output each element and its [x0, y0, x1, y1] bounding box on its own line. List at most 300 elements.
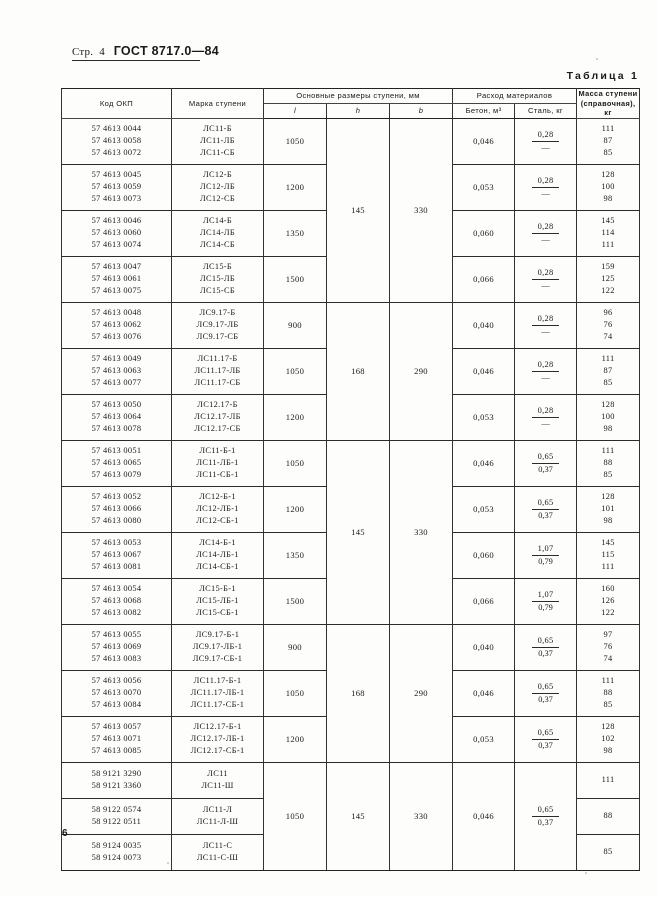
steel-bottom-value: —	[541, 326, 550, 336]
cell-dim-l: 1200	[264, 394, 327, 440]
mark-value: ЛС11-Л-Ш	[196, 817, 239, 827]
code-value: 57 4613 0054	[91, 584, 142, 594]
specifications-table	[61, 88, 640, 871]
steel-fraction	[532, 498, 560, 520]
mass-value: 98	[603, 424, 613, 434]
steel-bottom-value: —	[541, 372, 550, 382]
cell-concrete: 0,040	[453, 302, 515, 348]
cell-marks	[172, 302, 264, 348]
cell-concrete: 0,060	[453, 210, 515, 256]
mark-value: ЛС11.17-СБ-1	[190, 700, 245, 710]
steel-top-value: 0,28	[532, 360, 560, 372]
cell-mass	[577, 118, 640, 164]
steel-bottom-value: 0,79	[538, 602, 553, 612]
cell-dim-h: 145	[327, 440, 390, 624]
mark-value: ЛС12-Б-1	[199, 492, 236, 502]
code-value: 57 4613 0049	[91, 354, 142, 364]
cell-marks	[172, 394, 264, 440]
cell-steel	[515, 164, 577, 210]
cell-dim-l: 1050	[264, 118, 327, 164]
mark-value: ЛС12.17-Б	[197, 400, 238, 410]
header-row-groups	[62, 89, 640, 104]
cell-marks	[172, 256, 264, 302]
cell-codes	[62, 532, 172, 578]
cell-codes	[62, 716, 172, 762]
cell-marks	[172, 762, 264, 798]
table-container	[61, 88, 639, 871]
mass-value: 85	[603, 847, 613, 857]
table-body	[62, 118, 640, 870]
mass-value: 128	[601, 722, 615, 732]
mark-value: ЛС9.17-СБ-1	[192, 654, 243, 664]
cell-dim-h: 145	[327, 118, 390, 302]
code-value: 57 4613 0047	[91, 262, 142, 272]
steel-top-value: 0,28	[532, 314, 560, 326]
steel-fraction	[532, 268, 560, 290]
cell-dim-h: 168	[327, 302, 390, 440]
mark-value: ЛС11-С	[202, 841, 233, 851]
mark-value: ЛС11.17-ЛБ-1	[190, 688, 245, 698]
cell-dim-l: 1050	[264, 348, 327, 394]
mass-value: 111	[601, 446, 615, 456]
cell-marks	[172, 624, 264, 670]
steel-fraction	[532, 222, 560, 244]
scan-speck	[167, 862, 169, 864]
mass-value: 101	[601, 504, 615, 514]
mass-value: 74	[603, 654, 613, 664]
cell-codes	[62, 670, 172, 716]
cell-steel	[515, 348, 577, 394]
steel-top-value: 0,65	[532, 452, 560, 464]
cell-codes	[62, 798, 172, 834]
cell-marks	[172, 440, 264, 486]
cell-codes	[62, 578, 172, 624]
code-value: 57 4613 0084	[91, 700, 142, 710]
code-value: 57 4613 0058	[91, 136, 142, 146]
cell-concrete: 0,060	[453, 532, 515, 578]
code-value: 57 4613 0073	[91, 194, 142, 204]
steel-bottom-value: 0,37	[537, 817, 554, 827]
steel-fraction	[532, 805, 560, 827]
header-dim-b: b	[390, 103, 453, 118]
cell-steel	[515, 532, 577, 578]
cell-codes	[62, 624, 172, 670]
mark-value: ЛС12.17-Б-1	[193, 722, 242, 732]
mass-value: 98	[603, 516, 613, 526]
steel-bottom-value: 0,37	[538, 464, 553, 474]
table-caption: Таблица 1	[566, 70, 639, 82]
cell-mass	[577, 348, 640, 394]
folio-number: 6	[62, 828, 68, 839]
steel-top-value: 0,28	[532, 176, 560, 188]
steel-bottom-value: 0,79	[538, 556, 553, 566]
header-concrete: Бетон, м³	[453, 103, 515, 118]
cell-mass	[577, 486, 640, 532]
mark-value: ЛС15-СБ	[200, 286, 235, 296]
mass-value: 88	[603, 688, 613, 698]
mass-value: 111	[601, 240, 615, 250]
code-value: 57 4613 0065	[91, 458, 142, 468]
code-value: 57 4613 0079	[91, 470, 142, 480]
mark-value: ЛС14-СБ-1	[196, 562, 239, 572]
cell-mass	[577, 670, 640, 716]
cell-dim-l: 1500	[264, 256, 327, 302]
mass-value: 88	[603, 458, 613, 468]
cell-codes	[62, 440, 172, 486]
cell-marks	[172, 834, 264, 870]
code-value: 57 4613 0044	[91, 124, 142, 134]
mass-value: 128	[601, 492, 615, 502]
mark-value: ЛС9.17-ЛБ	[196, 320, 239, 330]
header-mass-line1: Масса ступени	[578, 89, 638, 98]
cell-steel	[515, 762, 577, 870]
mass-value: 160	[601, 584, 615, 594]
cell-marks	[172, 486, 264, 532]
code-value: 57 4613 0070	[91, 688, 142, 698]
cell-marks	[172, 798, 264, 834]
cell-steel	[515, 394, 577, 440]
cell-concrete: 0,053	[453, 394, 515, 440]
mark-value: ЛС12.17-ЛБ	[194, 412, 241, 422]
page-label: Стр.	[72, 46, 94, 58]
running-head	[72, 44, 219, 58]
mass-value: 111	[601, 676, 615, 686]
steel-bottom-value: 0,37	[538, 740, 553, 750]
mark-value: ЛС12-СБ-1	[196, 516, 239, 526]
code-value: 57 4613 0074	[91, 240, 142, 250]
table-row	[62, 440, 640, 486]
steel-bottom-value: —	[541, 188, 550, 198]
steel-top-value: 0,65	[532, 636, 560, 648]
code-value: 57 4613 0067	[91, 550, 142, 560]
code-value: 57 4613 0055	[91, 630, 142, 640]
mass-value: 76	[603, 320, 613, 330]
cell-codes	[62, 834, 172, 870]
cell-dim-l: 900	[264, 624, 327, 670]
mass-value: 159	[601, 262, 615, 272]
mark-value: ЛС11-СБ	[200, 148, 235, 158]
mass-value: 98	[603, 746, 613, 756]
mark-value: ЛС9.17-СБ	[196, 332, 239, 342]
cell-dim-b: 290	[390, 624, 453, 762]
mark-value: ЛС12.17-ЛБ-1	[190, 734, 245, 744]
mark-value: ЛС14-ЛБ-1	[196, 550, 239, 560]
cell-mass	[577, 210, 640, 256]
steel-bottom-value: —	[541, 418, 550, 428]
code-value: 57 4613 0076	[91, 332, 142, 342]
mass-value: 111	[601, 562, 615, 572]
steel-bottom-value: —	[541, 142, 550, 152]
steel-fraction	[532, 682, 560, 704]
cell-dim-b: 290	[390, 302, 453, 440]
cell-concrete: 0,066	[453, 256, 515, 302]
code-value: 57 4613 0077	[91, 378, 142, 388]
running-head-rule	[72, 60, 200, 61]
header-mass	[577, 89, 640, 119]
mark-value: ЛС11.17-Б-1	[193, 676, 242, 686]
code-value: 58 9122 0511	[91, 817, 142, 827]
steel-bottom-value: —	[541, 234, 550, 244]
cell-mass	[577, 532, 640, 578]
mark-value: ЛС15-СБ-1	[196, 608, 239, 618]
code-value: 57 4613 0059	[91, 182, 142, 192]
mass-value: 85	[603, 470, 613, 480]
table-header	[62, 89, 640, 119]
cell-dim-l: 1500	[264, 578, 327, 624]
cell-concrete: 0,046	[453, 762, 515, 870]
cell-concrete: 0,046	[453, 670, 515, 716]
mass-value: 122	[601, 608, 615, 618]
mass-value: 76	[603, 642, 613, 652]
cell-dim-l: 1200	[264, 716, 327, 762]
mass-value: 111	[601, 354, 615, 364]
cell-codes	[62, 118, 172, 164]
mark-value: ЛС14-Б-1	[199, 538, 236, 548]
mark-value: ЛС11.17-Б	[197, 354, 238, 364]
cell-mass	[577, 256, 640, 302]
cell-dim-l: 1350	[264, 210, 327, 256]
cell-marks	[172, 716, 264, 762]
mass-value: 111	[601, 775, 615, 785]
cell-marks	[172, 118, 264, 164]
header-code: Код ОКП	[62, 89, 172, 119]
cell-steel	[515, 440, 577, 486]
cell-dim-b: 330	[390, 440, 453, 624]
code-value: 57 4613 0071	[91, 734, 142, 744]
mass-value: 87	[603, 136, 613, 146]
mark-value: ЛС14-Б	[202, 216, 233, 226]
code-value: 57 4613 0057	[91, 722, 142, 732]
steel-bottom-value: 0,37	[538, 510, 553, 520]
mark-value: ЛС11-Л	[202, 805, 233, 815]
code-value: 57 4613 0069	[91, 642, 142, 652]
table-row	[62, 302, 640, 348]
cell-mass	[577, 164, 640, 210]
header-steel: Сталь, кг	[515, 103, 577, 118]
code-value: 57 4613 0078	[91, 424, 142, 434]
steel-bottom-value: —	[541, 280, 550, 290]
table-row	[62, 762, 640, 798]
header-dimensions-group: Основные размеры ступени, мм	[264, 89, 453, 104]
steel-top-value: 1,07	[532, 590, 560, 602]
steel-fraction	[532, 176, 560, 198]
mass-value: 85	[603, 378, 613, 388]
mark-value: ЛС11-ЛБ-1	[196, 458, 239, 468]
code-value: 57 4613 0081	[91, 562, 142, 572]
steel-fraction	[532, 314, 560, 336]
cell-dim-b: 330	[390, 762, 453, 870]
mass-value: 128	[601, 170, 615, 180]
code-value: 57 4613 0050	[91, 400, 142, 410]
cell-steel	[515, 486, 577, 532]
cell-dim-l: 1350	[264, 532, 327, 578]
steel-bottom-value: 0,37	[538, 694, 553, 704]
code-value: 58 9124 0035	[91, 841, 142, 851]
code-value: 57 4613 0085	[91, 746, 142, 756]
code-value: 57 4613 0045	[91, 170, 142, 180]
code-value: 58 9121 3360	[91, 781, 142, 791]
mark-value: ЛС12-ЛБ-1	[196, 504, 239, 514]
mark-value: ЛС12-Б	[202, 170, 233, 180]
steel-fraction	[532, 728, 560, 750]
cell-codes	[62, 256, 172, 302]
code-value: 57 4613 0056	[91, 676, 142, 686]
mark-value: ЛС11-СБ-1	[196, 470, 239, 480]
mark-value: ЛС12-ЛБ	[199, 182, 236, 192]
mark-value: ЛС15-ЛБ-1	[196, 596, 239, 606]
cell-steel	[515, 670, 577, 716]
code-value: 57 4613 0061	[91, 274, 142, 284]
cell-codes	[62, 394, 172, 440]
scan-speck	[585, 872, 587, 874]
cell-steel	[515, 716, 577, 762]
code-value: 57 4613 0075	[91, 286, 142, 296]
cell-mass	[577, 834, 640, 870]
mark-value: ЛС11-Ш	[201, 781, 234, 791]
header-dim-h: h	[327, 103, 390, 118]
mark-value: ЛС9.17-Б	[199, 308, 236, 318]
mass-value: 115	[601, 550, 615, 560]
cell-dim-l: 1050	[264, 762, 327, 870]
mass-value: 126	[601, 596, 615, 606]
standard-designation: ГОСТ 8717.0—84	[113, 44, 219, 58]
header-materials-group: Расход материалов	[453, 89, 577, 104]
steel-top-value: 0,65	[532, 728, 560, 740]
code-value: 58 9124 0073	[91, 853, 142, 863]
code-value: 57 4613 0083	[91, 654, 142, 664]
mark-value: ЛС11-ЛБ	[200, 136, 235, 146]
mark-value: ЛС11-Б-1	[199, 446, 236, 456]
cell-concrete: 0,053	[453, 486, 515, 532]
cell-mass	[577, 394, 640, 440]
mark-value: ЛС14-ЛБ	[199, 228, 236, 238]
cell-concrete: 0,046	[453, 440, 515, 486]
table-row	[62, 624, 640, 670]
steel-bottom-value: 0,37	[538, 648, 553, 658]
cell-concrete: 0,053	[453, 716, 515, 762]
mark-value: ЛС11.17-ЛБ	[194, 366, 241, 376]
mass-value: 100	[601, 412, 615, 422]
cell-concrete: 0,046	[453, 348, 515, 394]
mass-value: 145	[601, 216, 615, 226]
steel-top-value: 0,65	[532, 682, 560, 694]
steel-fraction	[532, 544, 560, 566]
cell-dim-b: 330	[390, 118, 453, 302]
code-value: 57 4613 0046	[91, 216, 142, 226]
header-dim-l: l	[264, 103, 327, 118]
code-value: 57 4613 0064	[91, 412, 142, 422]
cell-marks	[172, 210, 264, 256]
cell-codes	[62, 302, 172, 348]
mass-value: 122	[601, 286, 615, 296]
cell-steel	[515, 118, 577, 164]
cell-dim-h: 168	[327, 624, 390, 762]
mark-value: ЛС12-СБ	[200, 194, 235, 204]
cell-dim-h: 145	[327, 762, 390, 870]
mark-value: ЛС11.17-СБ	[194, 378, 241, 388]
cell-marks	[172, 164, 264, 210]
mass-value: 74	[603, 332, 613, 342]
steel-fraction	[532, 360, 560, 382]
steel-top-value: 0,65	[532, 805, 560, 817]
cell-marks	[172, 532, 264, 578]
steel-fraction	[532, 130, 560, 152]
cell-mass	[577, 798, 640, 834]
code-value: 57 4613 0062	[91, 320, 142, 330]
cell-dim-l: 1050	[264, 670, 327, 716]
code-value: 57 4613 0072	[91, 148, 142, 158]
mass-value: 85	[603, 700, 613, 710]
code-value: 57 4613 0082	[91, 608, 142, 618]
mass-value: 88	[603, 811, 613, 821]
mass-value: 97	[603, 630, 613, 640]
cell-codes	[62, 486, 172, 532]
cell-codes	[62, 210, 172, 256]
scan-speck	[596, 58, 598, 60]
code-value: 58 9122 0574	[91, 805, 142, 815]
code-value: 57 4613 0051	[91, 446, 142, 456]
steel-top-value: 0,28	[532, 268, 560, 280]
code-value: 57 4613 0066	[91, 504, 142, 514]
cell-steel	[515, 256, 577, 302]
page-number: 4	[99, 46, 105, 58]
table-row	[62, 118, 640, 164]
cell-steel	[515, 302, 577, 348]
cell-steel	[515, 624, 577, 670]
cell-codes	[62, 164, 172, 210]
cell-steel	[515, 210, 577, 256]
mass-value: 128	[601, 400, 615, 410]
code-value: 57 4613 0048	[91, 308, 142, 318]
cell-codes	[62, 348, 172, 394]
cell-mass	[577, 440, 640, 486]
mass-value: 125	[601, 274, 615, 284]
mass-value: 102	[601, 734, 615, 744]
code-value: 57 4613 0052	[91, 492, 142, 502]
cell-concrete: 0,046	[453, 118, 515, 164]
mass-value: 85	[603, 148, 613, 158]
steel-top-value: 0,65	[532, 498, 560, 510]
code-value: 57 4613 0068	[91, 596, 142, 606]
mark-value: ЛС12.17-СБ-1	[190, 746, 245, 756]
steel-fraction	[532, 452, 560, 474]
cell-mass	[577, 302, 640, 348]
steel-top-value: 1,07	[532, 544, 560, 556]
cell-mass	[577, 716, 640, 762]
cell-dim-l: 1200	[264, 164, 327, 210]
header-mass-line2: (справочная), кг	[580, 98, 636, 118]
code-value: 58 9121 3290	[91, 769, 142, 779]
steel-fraction	[532, 406, 560, 428]
steel-top-value: 0,28	[532, 222, 560, 234]
code-value: 57 4613 0063	[91, 366, 142, 376]
mark-value: ЛС11-Б	[203, 124, 232, 134]
mark-value: ЛС15-Б-1	[199, 584, 236, 594]
cell-steel	[515, 578, 577, 624]
mass-value: 87	[603, 366, 613, 376]
mass-value: 98	[603, 194, 613, 204]
cell-marks	[172, 578, 264, 624]
code-value: 57 4613 0080	[91, 516, 142, 526]
mark-value: ЛС9.17-Б-1	[195, 630, 240, 640]
cell-dim-l: 1050	[264, 440, 327, 486]
mass-value: 96	[603, 308, 613, 318]
cell-mass	[577, 624, 640, 670]
cell-codes	[62, 762, 172, 798]
cell-marks	[172, 348, 264, 394]
mark-value: ЛС9.17-ЛБ-1	[192, 642, 243, 652]
steel-fraction	[532, 590, 560, 612]
